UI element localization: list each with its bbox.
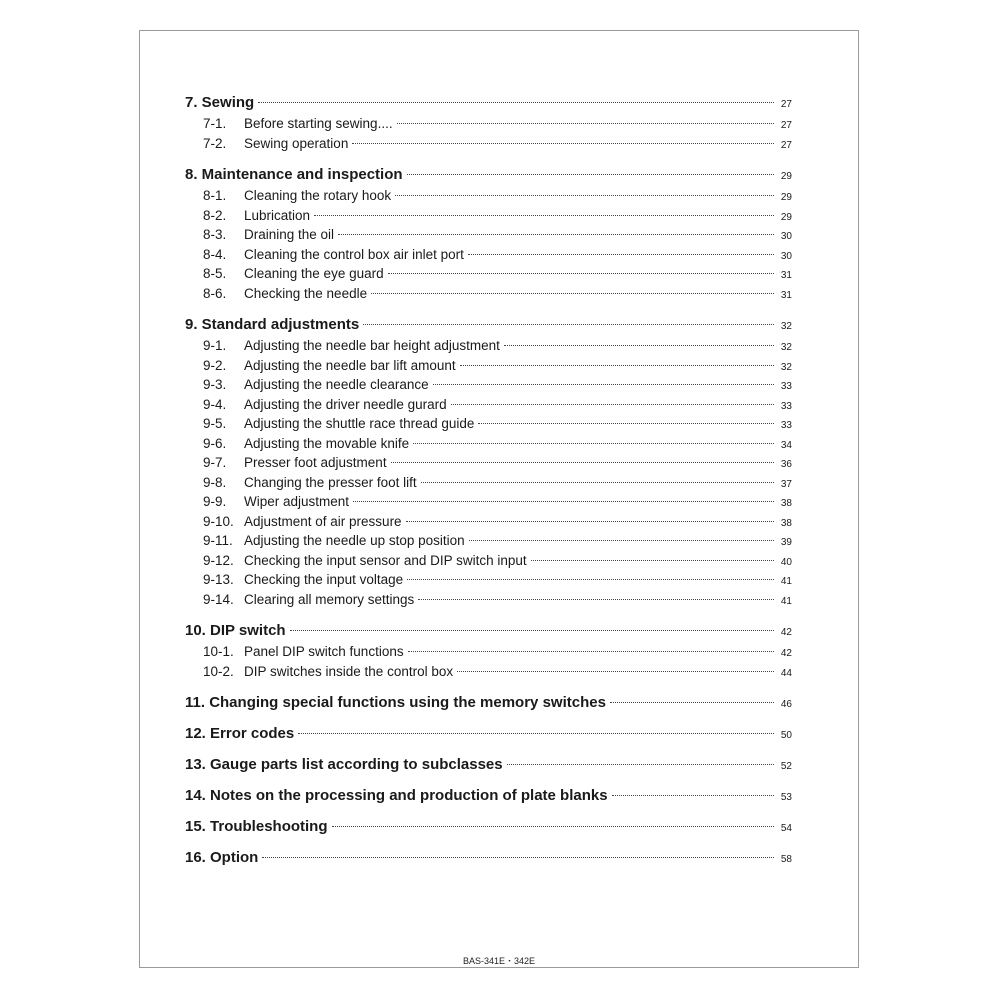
toc-entry-title: 11. Changing special functions using the memory switches xyxy=(185,694,606,711)
toc-subsection xyxy=(185,592,792,612)
toc-subsection xyxy=(185,136,792,156)
toc-entry-number: 9-6. xyxy=(203,435,227,451)
dot-leader xyxy=(332,826,774,827)
dot-leader xyxy=(314,215,774,216)
toc-subsection xyxy=(185,358,792,378)
dot-leader xyxy=(507,764,774,765)
toc-entry-title: 12. Error codes xyxy=(185,725,295,742)
toc-entry-title: Clearing all memory settings xyxy=(244,591,415,607)
toc-section xyxy=(185,622,792,644)
dot-leader xyxy=(391,462,774,463)
toc-section xyxy=(185,725,792,747)
toc-entry-number: 9-5. xyxy=(203,416,227,431)
toc-entry-number: 8-3. xyxy=(203,227,227,242)
toc-entry-title: Checking the needle xyxy=(244,285,368,301)
toc-entry-title: Cleaning the control box air inlet port xyxy=(244,246,464,262)
toc-page-number: 58 xyxy=(780,854,792,865)
toc-entry-number: 8-5. xyxy=(203,266,227,281)
toc-page-number: 41 xyxy=(780,576,792,587)
toc-entry-title: DIP switches inside the control box xyxy=(244,663,454,679)
dot-leader xyxy=(468,254,774,255)
toc-entry-title: Adjusting the movable knife xyxy=(244,435,410,451)
dot-leader xyxy=(407,579,774,580)
toc-entry-title: Adjusting the needle bar height adjustment xyxy=(244,338,500,353)
toc-entry-number: 10-2. xyxy=(203,663,234,679)
dot-leader xyxy=(469,540,774,541)
dot-leader xyxy=(413,443,774,444)
dot-leader xyxy=(408,651,774,652)
dot-leader xyxy=(460,365,774,366)
toc-page-number: 39 xyxy=(780,537,792,548)
toc-section xyxy=(185,756,792,778)
toc-page-number: 29 xyxy=(780,211,792,223)
dot-leader xyxy=(610,702,774,703)
toc-page-number: 32 xyxy=(780,321,792,332)
toc-entry-title: 15. Troubleshooting xyxy=(185,818,328,835)
toc-section xyxy=(185,849,792,871)
toc-page-number: 27 xyxy=(780,99,792,110)
dot-leader xyxy=(371,293,774,294)
dot-leader xyxy=(388,273,774,274)
toc-entry-number: 9-12. xyxy=(203,552,234,568)
toc-page-number: 37 xyxy=(780,478,792,490)
toc-entry-number: 9-3. xyxy=(203,377,227,392)
toc-entry-number: 9-11. xyxy=(203,533,233,548)
toc-entry-title: 9. Standard adjustments xyxy=(185,316,360,333)
toc-page-number: 42 xyxy=(780,627,792,638)
toc-page-number: 33 xyxy=(780,400,792,412)
toc-entry-number: 8-1. xyxy=(203,188,227,203)
toc-subsection xyxy=(185,553,792,573)
toc-page-number: 50 xyxy=(780,730,792,741)
dot-leader xyxy=(353,501,774,502)
toc-subsection xyxy=(185,436,792,456)
dot-leader xyxy=(298,733,774,734)
toc-subsection xyxy=(185,208,792,228)
toc-subsection xyxy=(185,475,792,495)
toc-subsection xyxy=(185,644,792,664)
toc-page-number: 53 xyxy=(780,792,792,803)
toc-section xyxy=(185,818,792,840)
toc-entry-title: Sewing operation xyxy=(244,135,349,151)
toc-entry-number: 7-1. xyxy=(203,116,227,131)
toc-subsection xyxy=(185,397,792,417)
toc-section xyxy=(185,316,792,338)
toc-entry-title: 7. Sewing xyxy=(185,94,255,111)
toc-subsection xyxy=(185,286,792,306)
dot-leader xyxy=(395,195,774,196)
toc-page-number: 31 xyxy=(780,270,792,281)
toc-page-number: 42 xyxy=(780,648,792,659)
toc-entry-number: 10-1. xyxy=(203,644,234,659)
toc-entry-title: Lubrication xyxy=(244,207,311,223)
toc-entry-title: Changing the presser foot lift xyxy=(244,474,417,490)
toc-subsection xyxy=(185,227,792,247)
toc-entry-number: 9-13. xyxy=(203,572,234,587)
toc-entry-title: Adjusting the driver needle gurard xyxy=(244,396,447,412)
toc-entry-title: Panel DIP switch functions xyxy=(244,644,404,659)
toc-page-number: 32 xyxy=(780,361,792,373)
toc-subsection xyxy=(185,377,792,397)
toc-entry-title: Checking the input sensor and DIP switch input xyxy=(244,552,527,568)
toc-entry-number: 9-1. xyxy=(203,338,227,353)
toc-entry-number: 9-4. xyxy=(203,396,227,412)
dot-leader xyxy=(418,599,774,600)
toc-entry-number: 7-2. xyxy=(203,135,227,151)
toc-entry-title: Adjusting the needle clearance xyxy=(244,377,429,392)
toc-page-number: 33 xyxy=(780,381,792,392)
toc-page-number: 29 xyxy=(780,171,792,182)
toc-page-number: 32 xyxy=(780,342,792,353)
toc-page-number: 27 xyxy=(780,120,792,131)
dot-leader xyxy=(407,174,774,175)
dot-leader xyxy=(612,795,774,796)
toc-entry-number: 9-9. xyxy=(203,494,227,509)
toc-entry-title: Cleaning the eye guard xyxy=(244,266,384,281)
toc-entry-title: Adjusting the needle bar lift amount xyxy=(244,357,456,373)
toc-page-number: 34 xyxy=(780,439,792,451)
page-footer: BAS-341E・342E xyxy=(462,956,536,966)
toc-subsection xyxy=(185,572,792,592)
dot-leader xyxy=(262,857,774,858)
toc-entry-number: 8-4. xyxy=(203,246,227,262)
toc-section xyxy=(185,166,792,188)
manual-page xyxy=(139,30,859,968)
dot-leader xyxy=(352,143,774,144)
dot-leader xyxy=(504,345,774,346)
toc-page-number: 44 xyxy=(780,667,792,679)
toc-subsection xyxy=(185,188,792,208)
table-of-contents xyxy=(185,94,792,871)
toc-entry-title: Cleaning the rotary hook xyxy=(244,188,392,203)
dot-leader xyxy=(457,671,774,672)
toc-subsection xyxy=(185,338,792,358)
toc-page-number: 46 xyxy=(780,699,792,710)
toc-page-number: 38 xyxy=(780,517,792,529)
toc-page-number: 30 xyxy=(780,231,792,242)
toc-entry-number: 8-6. xyxy=(203,285,227,301)
dot-leader xyxy=(363,324,774,325)
toc-entry-title: Wiper adjustment xyxy=(244,494,350,509)
toc-subsection xyxy=(185,494,792,514)
toc-page-number: 33 xyxy=(780,420,792,431)
toc-page-number: 40 xyxy=(780,556,792,568)
toc-entry-number: 8-2. xyxy=(203,207,227,223)
toc-subsection xyxy=(185,455,792,475)
toc-entry-title: 10. DIP switch xyxy=(185,622,286,639)
dot-leader xyxy=(290,630,774,631)
toc-entry-title: Checking the input voltage xyxy=(244,572,404,587)
toc-entry-number: 9-14. xyxy=(203,591,234,607)
toc-page-number: 36 xyxy=(780,459,792,470)
dot-leader xyxy=(406,521,774,522)
toc-page-number: 27 xyxy=(780,139,792,151)
toc-entry-number: 9-2. xyxy=(203,357,227,373)
toc-entry-title: Presser foot adjustment xyxy=(244,455,387,470)
dot-leader xyxy=(338,234,774,235)
toc-entry-title: 16. Option xyxy=(185,849,259,866)
dot-leader xyxy=(478,423,774,424)
toc-entry-title: 13. Gauge parts list according to subclasses xyxy=(185,756,503,773)
toc-subsection xyxy=(185,514,792,534)
toc-entry-title: Adjustment of air pressure xyxy=(244,513,402,529)
toc-subsection xyxy=(185,416,792,436)
toc-entry-number: 9-7. xyxy=(203,455,227,470)
toc-subsection xyxy=(185,266,792,286)
toc-page-number: 38 xyxy=(780,498,792,509)
toc-subsection xyxy=(185,116,792,136)
toc-page-number: 29 xyxy=(780,192,792,203)
toc-entry-title: Before starting sewing.... xyxy=(244,116,393,131)
dot-leader xyxy=(397,123,774,124)
dot-leader xyxy=(421,482,774,483)
dot-leader xyxy=(531,560,774,561)
toc-page-number: 31 xyxy=(780,289,792,301)
toc-entry-title: Draining the oil xyxy=(244,227,335,242)
dot-leader xyxy=(451,404,774,405)
toc-section xyxy=(185,787,792,809)
toc-entry-title: Adjusting the needle up stop position xyxy=(244,533,465,548)
toc-entry-number: 9-8. xyxy=(203,474,227,490)
toc-section xyxy=(185,94,792,116)
toc-entry-title: 14. Notes on the processing and production of plate blanks xyxy=(185,787,608,804)
toc-entry-number: 9-10. xyxy=(203,513,234,529)
toc-page-number: 41 xyxy=(780,595,792,607)
toc-subsection xyxy=(185,247,792,267)
toc-page-number: 54 xyxy=(780,823,792,834)
toc-page-number: 52 xyxy=(780,761,792,772)
toc-subsection xyxy=(185,664,792,684)
toc-entry-title: 8. Maintenance and inspection xyxy=(185,166,403,183)
toc-entry-title: Adjusting the shuttle race thread guide xyxy=(244,416,475,431)
dot-leader xyxy=(433,384,774,385)
toc-section xyxy=(185,694,792,716)
toc-subsection xyxy=(185,533,792,553)
toc-page-number: 30 xyxy=(780,250,792,262)
dot-leader xyxy=(258,102,774,103)
